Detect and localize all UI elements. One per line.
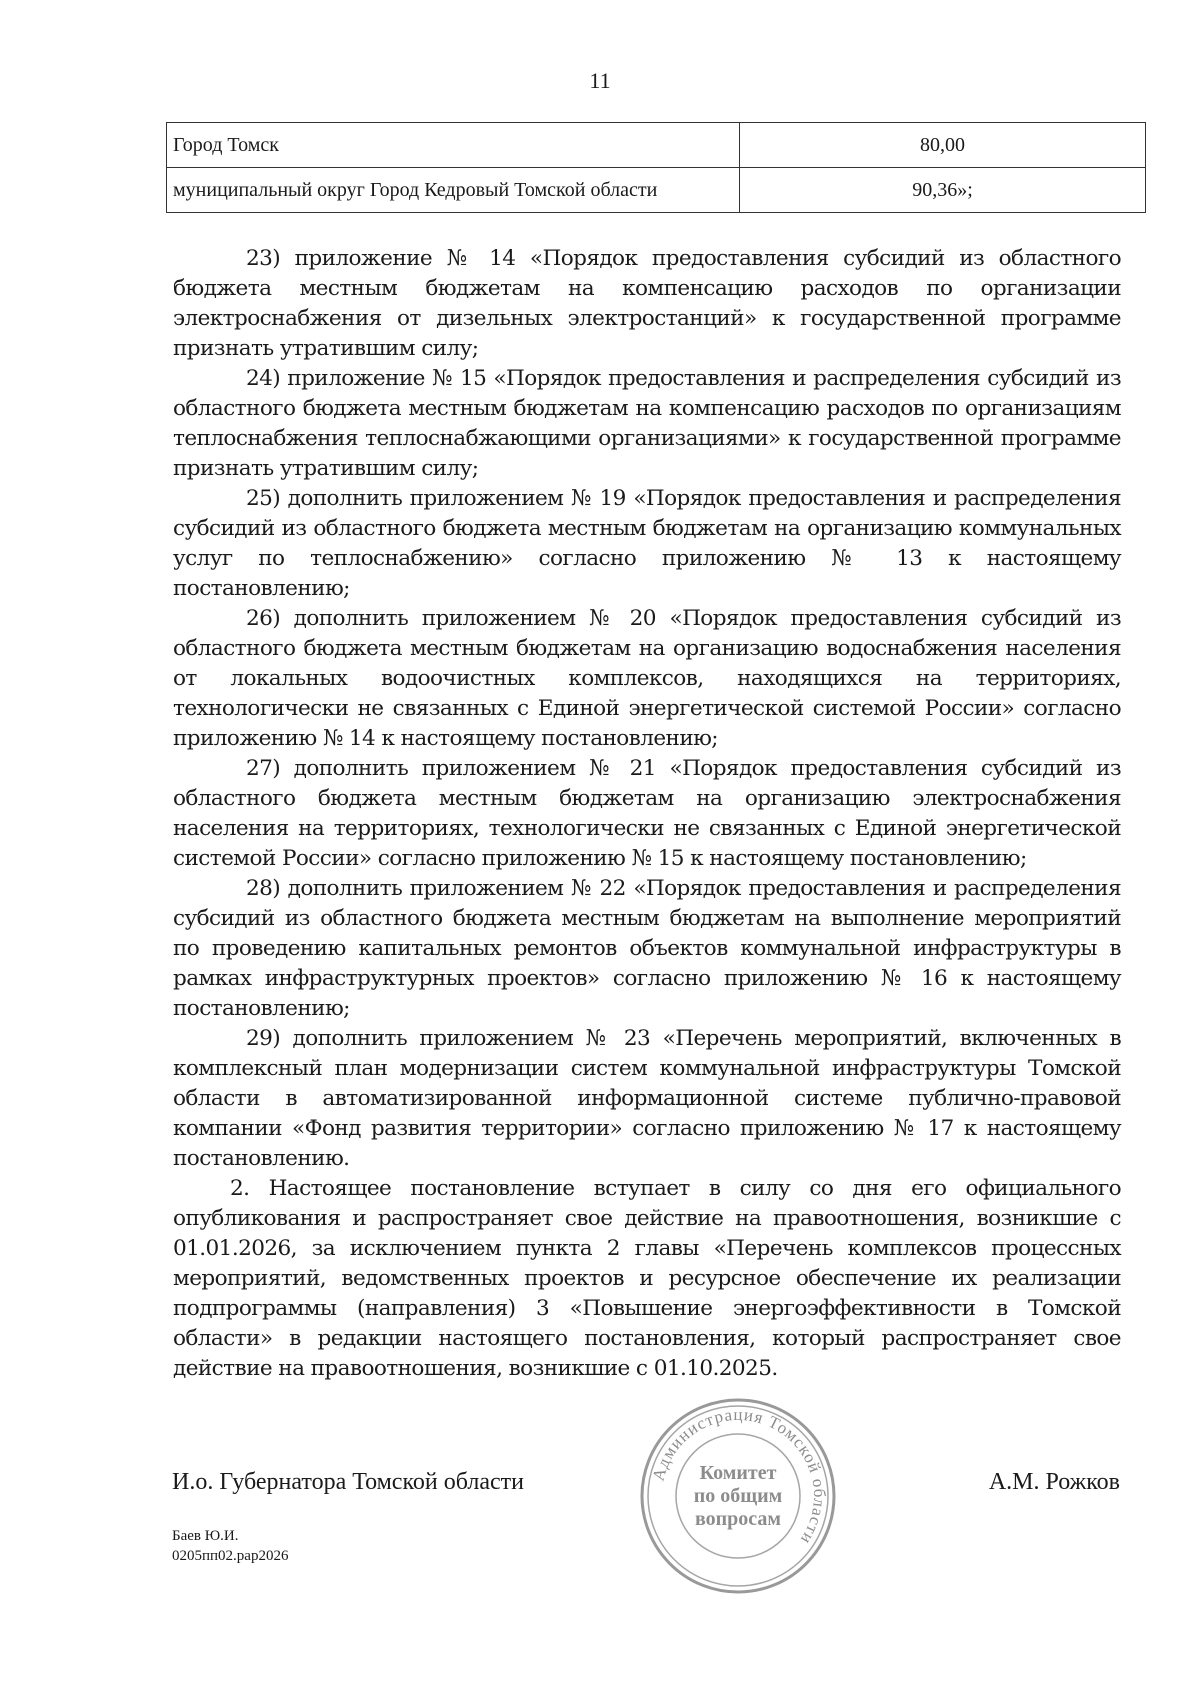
stamp-center-line-1: Комитет	[699, 1462, 777, 1484]
stamp-center-line-2: по общим	[693, 1485, 783, 1507]
paragraph-26: 26) дополнить приложением № 20 «Порядок предоставления субсидий из областного бюджета местным бюджетам на организацию водоснабжения населения от локальных водоочистных комплексов, находящихся на территориях, технологически не связанных с Единой энергетической системой России» согласно приложению № 14 к настоящему постановлению;	[173, 606, 1121, 751]
table-row	[167, 123, 1146, 168]
executor-file: 0205пп02.рар2026	[172, 1548, 289, 1564]
table-cell-municipality: муниципальный округ Город Кедровый Томской области	[167, 168, 740, 213]
table-cell-municipality: Город Томск	[167, 123, 740, 168]
paragraph-29: 29) дополнить приложением № 23 «Перечень мероприятий, включенных в комплексный план модернизации систем коммунальной инфраструктуры Томской области в автоматизированной информационной системе публично-правовой компании «Фонд развития территории» согласно приложению № 17 к настоящему постановлению.	[173, 1026, 1121, 1171]
stamp-center-line-3: вопросам	[694, 1508, 782, 1530]
page-number: 11	[589, 68, 611, 93]
paragraph-28: 28) дополнить приложением № 22 «Порядок предоставления и распределения субсидий из областного бюджета местным бюджетам на выполнение мероприятий по проведению капитальных ремонтов объектов коммунальной инфраструктуры в рамках инфраструктурных проектов» согласно приложению № 16 к настоящему постановлению;	[173, 876, 1121, 1021]
paragraph-24: 24) приложение № 15 «Порядок предоставления и распределения субсидий из областного бюджета местным бюджетам на компенсацию расходов по организациям теплоснабжения теплоснабжающими организациями» к государственной программе признать утратившим силу;	[173, 366, 1121, 481]
stamp-ring-text: Администрация Томской области	[648, 1404, 830, 1549]
subsidy-table	[166, 122, 1146, 213]
official-stamp	[638, 1396, 838, 1596]
paragraph-23: 23) приложение № 14 «Порядок предоставления субсидий из областного бюджета местным бюджетам на компенсацию расходов по организации электроснабжения от дизельных электростанций» к государственной программе признать утратившим силу;	[173, 246, 1121, 361]
paragraph-25: 25) дополнить приложением № 19 «Порядок предоставления и распределения субсидий из областного бюджета местным бюджетам на организацию коммунальных услуг по теплоснабжению» согласно приложению № 13 к настоящему постановлению;	[173, 486, 1121, 601]
paragraph-item-2: 2. Настоящее постановление вступает в силу со дня его официального опубликования и распространяет свое действие на правоотношения, возникшие с 01.01.2026, за исключением пункта 2 главы «Перечень комплексов процессных мероприятий, ведомственных проектов и ресурсное обеспечение их реализации подпрограммы (направления) 3 «Повышение энергоэффективности в Томской области» в редакции настоящего постановления, который распространяет свое действие на правоотношения, возникшие с 01.10.2025.	[173, 1176, 1121, 1381]
table-cell-value: 90,36»;	[740, 168, 1146, 213]
executor-name: Баев Ю.И.	[172, 1528, 239, 1544]
paragraph-27: 27) дополнить приложением № 21 «Порядок предоставления субсидий из областного бюджета местным бюджетам на организацию электроснабжения населения на территориях, технологически не связанных с Единой энергетической системой России» согласно приложению № 15 к настоящему постановлению;	[173, 756, 1121, 871]
table-cell-value: 80,00	[740, 123, 1146, 168]
document-body	[173, 244, 1121, 1384]
signer-name: А.М. Рожков	[988, 1469, 1120, 1495]
table-row	[167, 168, 1146, 213]
signer-title: И.о. Губернатора Томской области	[172, 1469, 524, 1495]
executor-info	[172, 1526, 288, 1566]
